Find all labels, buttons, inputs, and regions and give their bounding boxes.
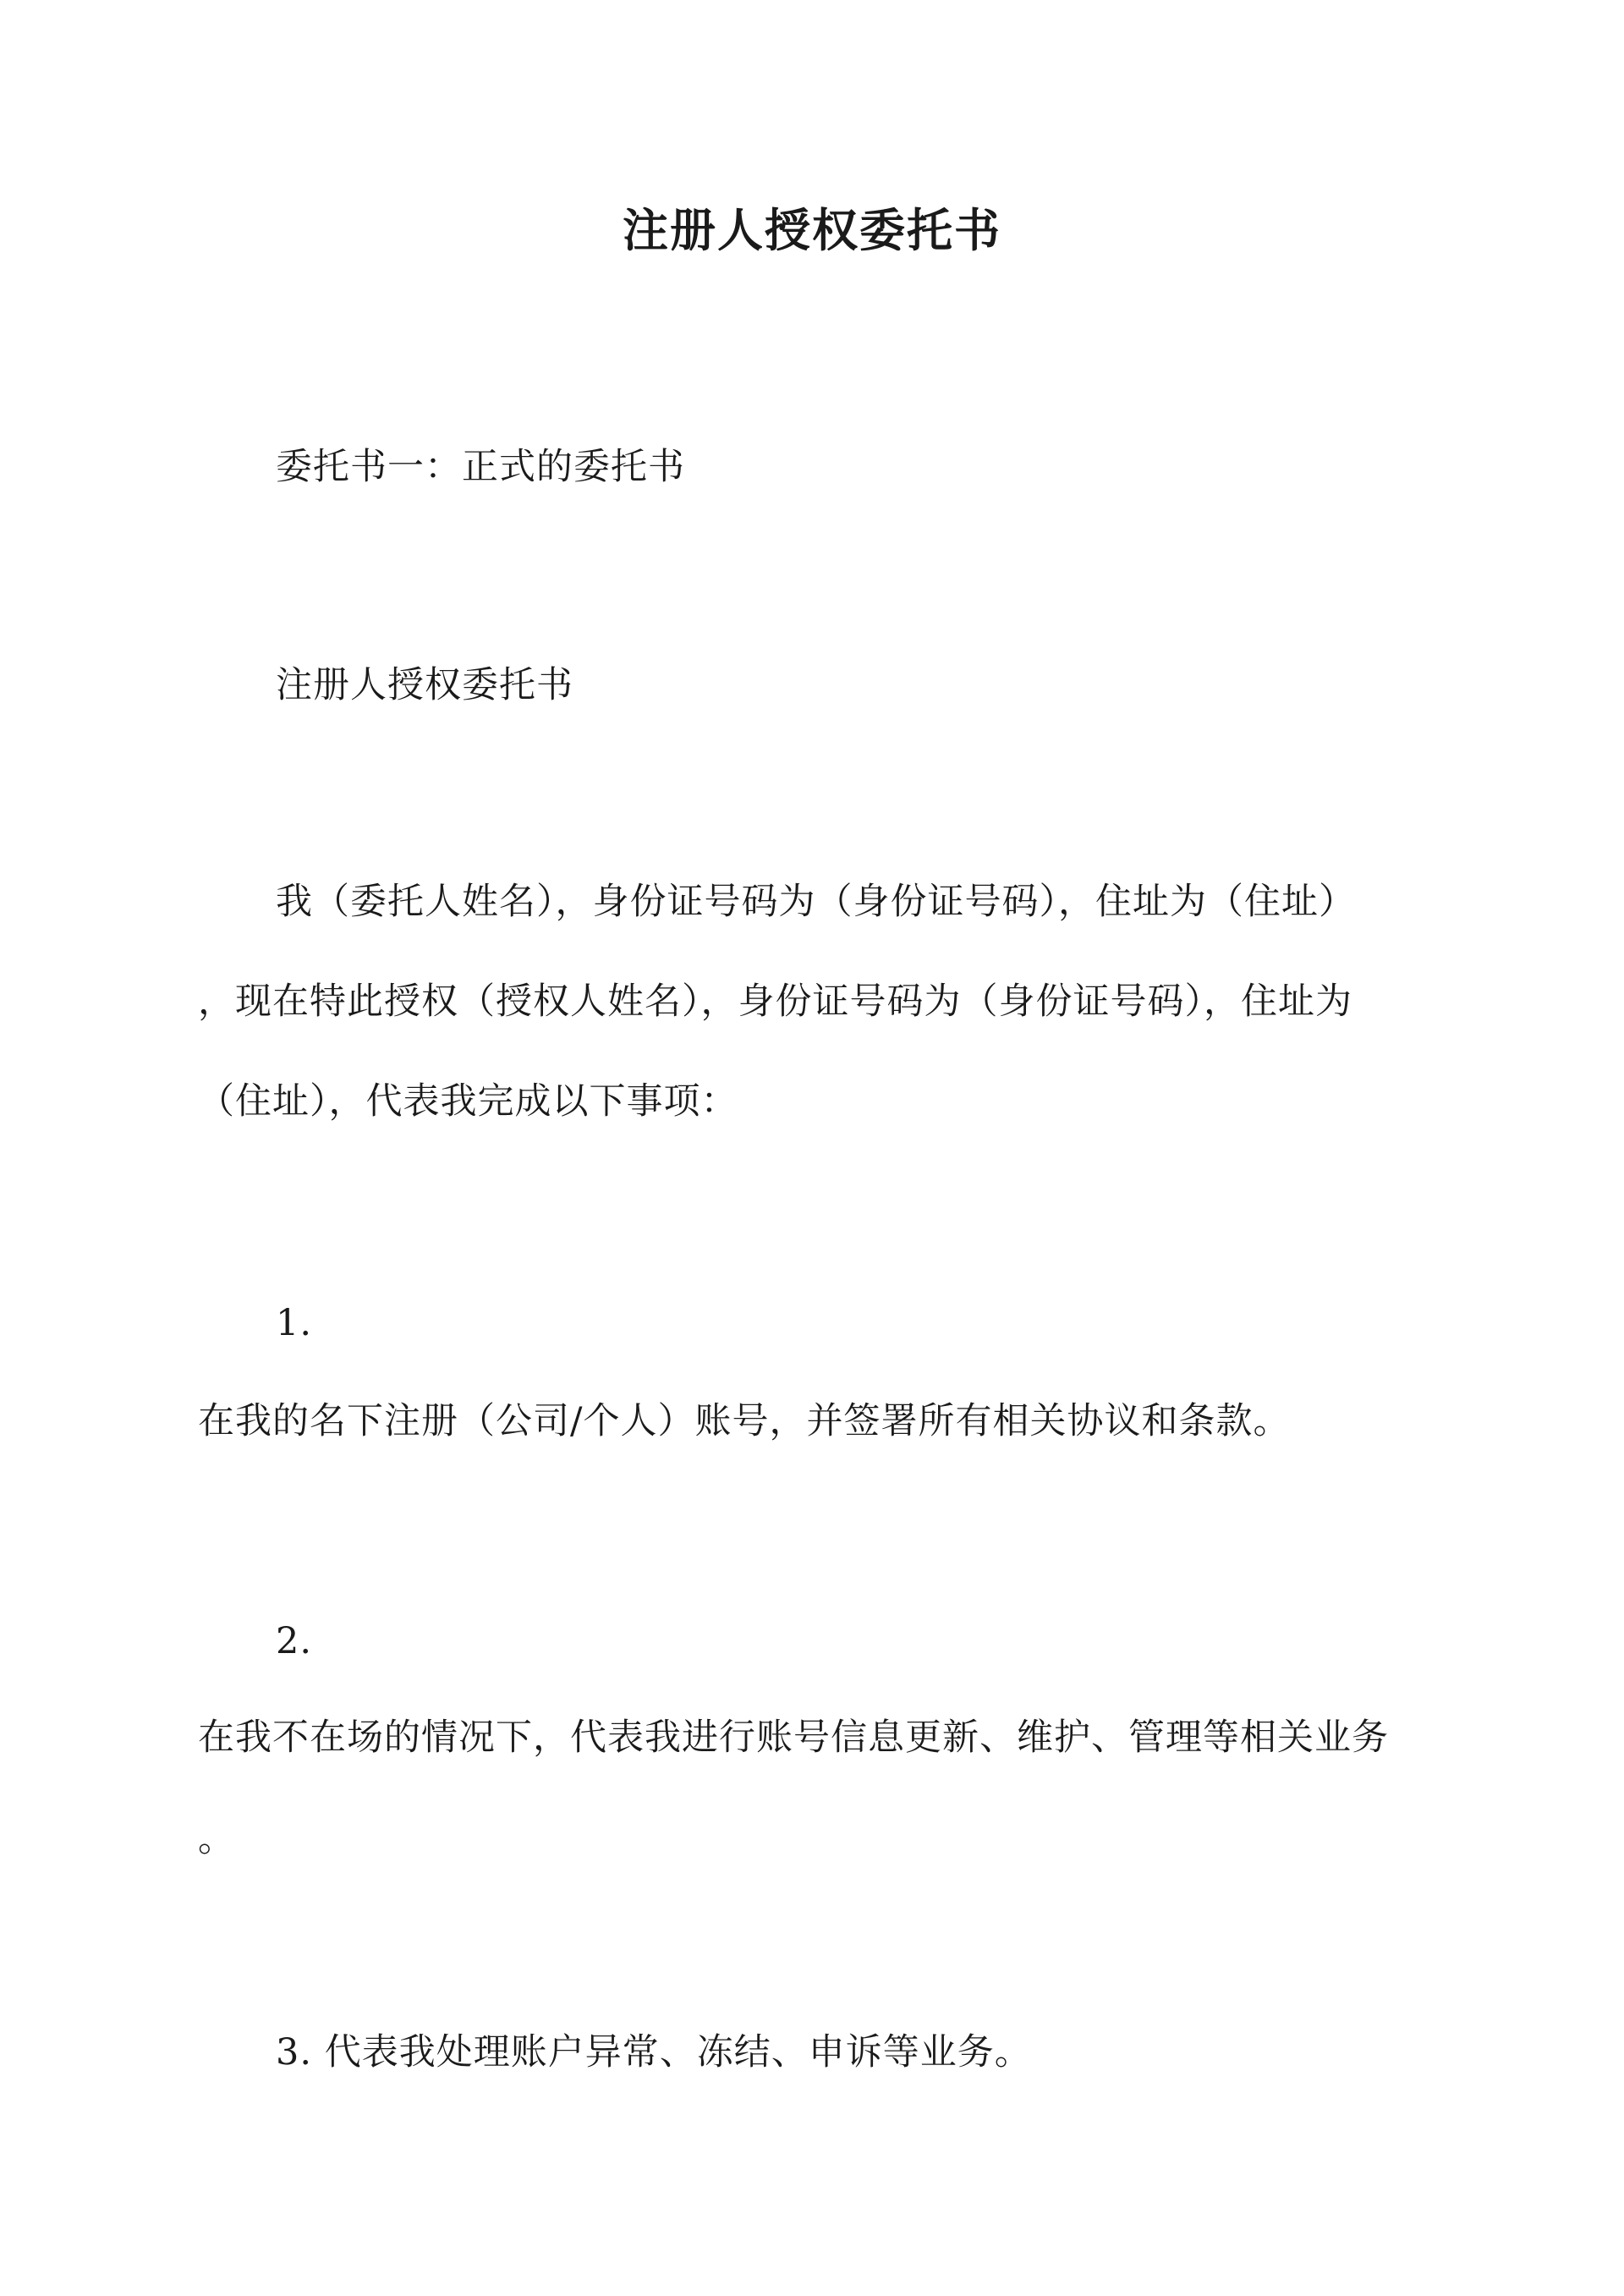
intro-line-2: ，现在特此授权（授权人姓名），身份证号码为（身份证号码），住址为	[198, 980, 1352, 1023]
document-title: 注册人授权委托书	[623, 203, 1001, 257]
item-3-text: 代表我处理账户异常、冻结、申诉等业务。	[324, 2031, 1032, 2074]
item-2-number: 2.	[276, 1620, 313, 1662]
item-3-number: 3.	[276, 2031, 313, 2074]
item-1-number: 1.	[276, 1302, 313, 1344]
item-1-text: 在我的名下注册（公司/个人）账号，并签署所有相关协议和条款。	[198, 1400, 1291, 1442]
item-2-text-line-2: 。	[198, 1818, 235, 1860]
item-3	[276, 2027, 1032, 2078]
document-subtitle: 注册人授权委托书	[276, 664, 573, 706]
item-2-text-line-1: 在我不在场的情况下，代表我进行账号信息更新、维护、管理等相关业务	[198, 1717, 1389, 1759]
intro-line-1: 我（委托人姓名），身份证号码为（身份证号码），住址为（住址）	[276, 881, 1356, 923]
section-heading: 委托书一：正式的委托书	[276, 446, 685, 488]
intro-line-3: （住址），代表我完成以下事项：	[198, 1080, 738, 1123]
